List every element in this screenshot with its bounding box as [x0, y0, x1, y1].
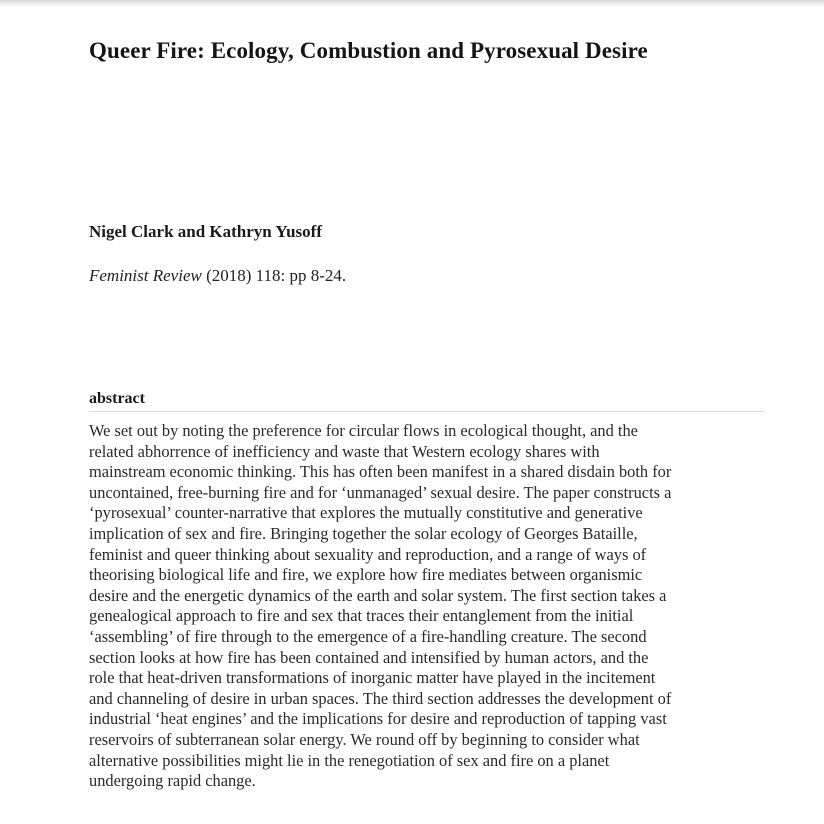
abstract-divider — [89, 411, 765, 412]
abstract-line: role that heat-driven transformations of inorganic matter have played in the incitement — [89, 668, 656, 688]
abstract-line: ‘pyrosexual’ counter-narrative that explores the mutually constitutive and generative — [89, 503, 643, 523]
abstract-line: desire and the energetic dynamics of the earth and solar system. The first section takes a — [89, 585, 667, 605]
paper-authors: Nigel Clark and Kathryn Yusoff — [89, 222, 322, 241]
abstract-line: implication of sex and fire. Bringing together the solar ecology of Georges Bataille, — [89, 523, 638, 543]
abstract-heading: abstract — [89, 390, 145, 407]
abstract-line: section looks at how fire has been contained and intensified by human actors, and the — [89, 647, 649, 667]
abstract-line: uncontained, free-burning fire and for ‘unmanaged’ sexual desire. The paper constructs a — [89, 482, 672, 502]
abstract-line: ‘assembling’ of fire through to the emergence of a fire-handling creature. The second — [89, 626, 647, 646]
abstract-line: alternative possibilities might lie in the renegotiation of sex and fire on a planet — [89, 750, 610, 770]
viewer-top-shadow — [0, 0, 824, 8]
citation-details: (2018) 118: pp 8-24. — [201, 266, 347, 285]
journal-name: Feminist Review — [89, 266, 202, 285]
abstract-line: and channeling of desire in urban spaces. The third section addresses the development of — [89, 688, 672, 708]
abstract-line: related abhorrence of inefficiency and waste that Western ecology shares with — [89, 441, 600, 461]
abstract-body — [89, 421, 749, 792]
abstract-line: theorising biological life and fire, we explore how fire mediates between organismic — [89, 565, 643, 585]
abstract-line: We set out by noting the preference for circular flows in ecological thought, and the — [89, 421, 638, 440]
abstract-line: undergoing rapid change. — [89, 771, 256, 791]
paper-citation — [89, 266, 346, 286]
abstract-line: reservoirs of subterranean solar energy. We round off by beginning to consider what — [89, 729, 640, 749]
abstract-line: genealogical approach to fire and sex that traces their entanglement from the initial — [89, 606, 634, 626]
abstract-line: industrial ‘heat engines’ and the implications for desire and reproduction of tapping vast — [89, 709, 667, 729]
paper-title: Queer Fire: Ecology, Combustion and Pyrosexual Desire — [89, 38, 648, 63]
abstract-line: mainstream economic thinking. This has often been manifest in a shared disdain both for — [89, 462, 672, 482]
abstract-line: feminist and queer thinking about sexuality and reproduction, and a range of ways of — [89, 544, 647, 564]
